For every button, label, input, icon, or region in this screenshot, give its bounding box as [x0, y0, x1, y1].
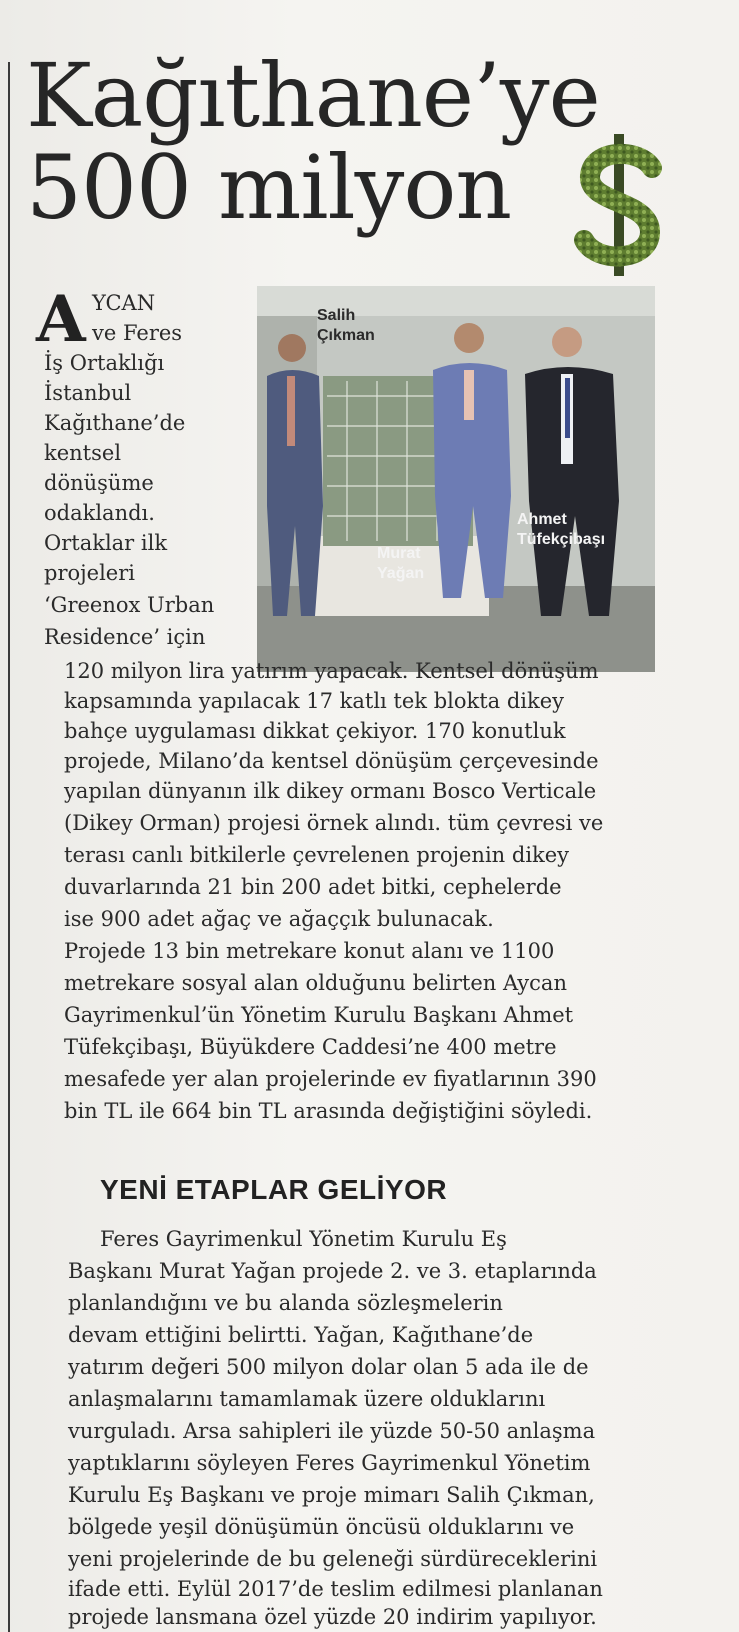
intro-line: ‘Greenox Urban [44, 593, 215, 617]
section2-line: Feres Gayrimenkul Yönetim Kurulu Eş [100, 1227, 507, 1251]
label-ahmet-last: Tüfekçibaşı [517, 531, 606, 548]
body-line: (Dikey Orman) projesi örnek alındı. tüm çevresi ve [64, 811, 604, 835]
intro-line: kentsel [44, 441, 122, 465]
body-line: metrekare sosyal alan olduğunu belirten Aycan [64, 971, 567, 995]
intro-line: YCAN [92, 291, 156, 315]
headline-line-2: 500 milyon [26, 136, 512, 239]
section2-line: yaptıklarını söyleyen Feres Gayrimenkul Yönetim [68, 1451, 591, 1475]
section2-line: yeni projelerinde de bu geleneği sürdüreceklerini [68, 1547, 598, 1571]
label-murat-last: Yağan [377, 565, 425, 582]
body-line: Gayrimenkul’ün Yönetim Kurulu Başkanı Ahmet [64, 1003, 574, 1027]
section2-line: vurguladı. Arsa sahipleri ile yüzde 50-50 anlaşma [68, 1419, 596, 1443]
section-subhead: YENİ ETAPLAR GELİYOR [100, 1174, 448, 1205]
intro-line: Ortaklar ilk [44, 531, 168, 555]
label-murat-first: Murat [377, 545, 421, 562]
intro-line: Kağıthane’de [44, 411, 186, 435]
body-line: kapsamında yapılacak 17 katlı tek blokta dikey [64, 689, 565, 713]
body-line: ise 900 adet ağaç ve ağaççık bulunacak. [64, 907, 494, 931]
body-line: bin TL ile 664 bin TL arasında değiştiğini söyledi. [64, 1099, 593, 1123]
body-line: terası canlı bitkilerle çevrelenen projenin dikey [64, 843, 570, 867]
body-line: yapılan dünyanın ilk dikey ormanı Bosco Verticale [64, 779, 597, 803]
photo-three-men [257, 286, 655, 672]
label-ahmet [517, 510, 605, 550]
section2-line: projede lansmana özel yüzde 20 indirim yapılıyor. [68, 1605, 597, 1629]
intro-line: Residence’ için [44, 625, 206, 649]
label-salih-first: Salih [317, 307, 356, 324]
intro-line: projeleri [44, 561, 135, 585]
section2-line: devam ettiğini belirtti. Yağan, Kağıthane’de [68, 1323, 534, 1347]
section2-line: yatırım değeri 500 milyon dolar olan 5 ada ile de [68, 1355, 589, 1379]
body-line: mesafede yer alan projelerinde ev fiyatlarının 390 [64, 1067, 597, 1091]
body-line: bahçe uygulaması dikkat çekiyor. 170 konutluk [64, 719, 566, 743]
intro-line: İstanbul [44, 381, 132, 405]
section2-line: Başkanı Murat Yağan projede 2. ve 3. etaplarında [68, 1259, 597, 1283]
left-column-rule [8, 62, 10, 1632]
section2-line: planlandığını ve bu alanda sözleşmelerin [68, 1291, 503, 1315]
section2-line: bölgede yeşil dönüşümün öncüsü olduklarını ve [68, 1515, 575, 1539]
label-salih-last: Çıkman [317, 327, 375, 344]
body-line: 120 milyon lira yatırım yapacak. Kentsel dönüşüm [64, 659, 599, 683]
intro-line: İş Ortaklığı [44, 351, 165, 375]
label-murat [377, 544, 424, 584]
body-line: Projede 13 bin metrekare konut alanı ve 1100 [64, 939, 555, 963]
section2-line: anlaşmalarını tamamlamak üzere olduklarını [68, 1387, 546, 1411]
section2-line: Kurulu Eş Başkanı ve proje mimarı Salih Çıkman, [68, 1483, 595, 1507]
intro-line: ve Feres [92, 321, 183, 345]
headline-line-1: Kağıthane’ye [26, 44, 600, 147]
body-line: duvarlarında 21 bin 200 adet bitki, cephelerde [64, 875, 562, 899]
intro-line: odaklandı. [44, 501, 155, 525]
drop-cap: A [36, 282, 86, 357]
section2-line: ifade etti. Eylül 2017’de teslim edilmesi planlanan [68, 1577, 603, 1601]
label-salih [317, 306, 375, 346]
dollar-sign-icon [570, 130, 670, 280]
label-ahmet-first: Ahmet [517, 511, 567, 528]
body-line: projede, Milano’da kentsel dönüşüm çerçevesinde [64, 749, 599, 773]
intro-line: dönüşüme [44, 471, 154, 495]
body-line: Tüfekçibaşı, Büyükdere Caddesi’ne 400 metre [64, 1035, 557, 1059]
